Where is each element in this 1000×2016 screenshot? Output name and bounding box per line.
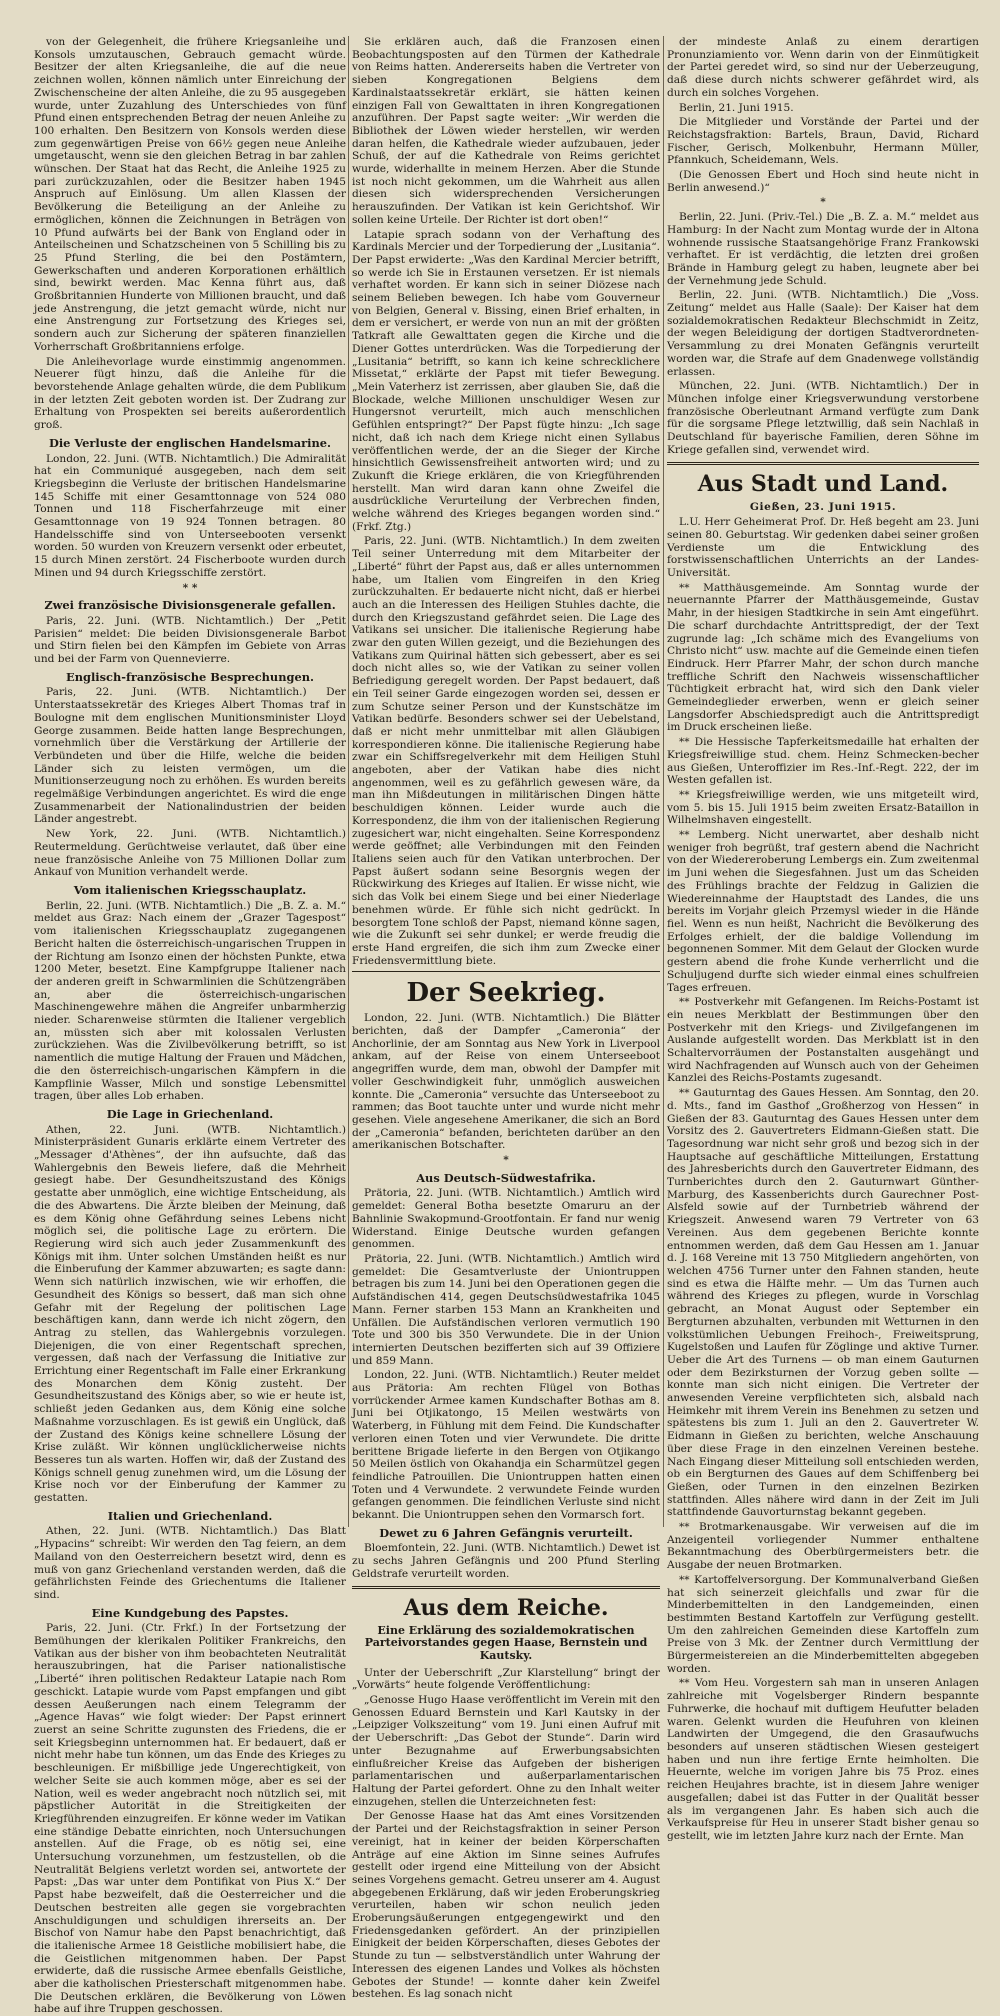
separator-stars: * bbox=[503, 1154, 509, 1167]
article-paragraph: (Die Genossen Ebert und Hoch sind heute nicht in Berlin anwesend.)“ bbox=[667, 169, 979, 194]
article-paragraph: Paris, 22. Juni. (Ctr. Frkf.) In der Fortsetzung der Bemühungen der klerikalen Politiker Frankreichs, den Vatikan aus der bisher von ihm beobachteten Neutralität herauszubringen, hat die Pariser nationalistische „Liberté“ ihren politischen Redakteur Latapie nach Rom geschickt. Latapie wurde vom Papst empfangen und gibt dessen Aeußerungen nach einem Telegramm der „Agence Havas“ wie folgt wieder: Der Papst erinnert zuerst an seine Schritte zugunsten des Friedens, die er seit Kriegsbeginn unternommen hat. Er bedauert, daß er nicht mehr habe tun können, um das Ende des Krieges zu beschleunigen. Er mißbillige jede Ungerechtigkeit, von welcher Seite sie auch kommen möge, aber es sei der Nation, weil es weder angebracht noch nützlich sei, mit päpstlicher Autorität in die Streitigkeiten der Kriegführenden einzugreifen. Er könne weder im Vatikan eine ständige Debatte einrichten, noch Untersuchungen anstellen. Auf die Frage, ob es nötig sei, eine Untersuchung vorzunehmen, um festzustellen, ob die Neutralität Belgiens verletzt worden sei, antwortete der Papst: „Das war unter dem Pontifikat von Pius X.“ Der Papst habe bezweifelt, daß die Oesterreicher und die Deutschen bestreiten alle gegen sie vorgebrachten Anschuldigungen und schuldigen ihrerseits an. Der Bischof von Namur habe den Papst benachrichtigt, daß die italienische Armee 18 Geistliche mobilisiert habe, die die Geistlichen mitgenommen haben. Der Papst erwiderte, daß die russische Armee ebenfalls Geistliche, aber die katholischen Priesterschaft mitgenommen habe. Die Deutschen erklären, die Bevölkerung von Löwen habe auf ihre Truppen geschossen. bbox=[34, 1622, 346, 2016]
article-paragraph: ** Brotmarkenausgabe. Wir verweisen auf die im Anzeigenteil vorliegender Nummer enthaltene Bekanntmachung des Oberbürgermeisters betr. die Ausgabe der neuen Brotmarken. bbox=[667, 1521, 979, 1572]
article-paragraph: ** Kartoffelversorgung. Der Kommunalverband Gießen hat sich seinerzeit gleichfalls und zwar für die Minderbemittelten in den Landgemeinden, einen bestimmten Bestand Kartoffeln zur Verfügung gestellt. Um den zahlreichen Gemeinden diese Kartoffeln zum Preise von 3 Mk. der Zentner durch Vermittlung der Bürgermeistereien an die Minderbemittelten abgegeben worden. bbox=[667, 1573, 979, 1675]
article-paragraph: London, 22. Juni. (WTB. Nichtamtlich.) Die Admiralität hat ein Communiqué ausgegeben, nach dem seit Kriegsbeginn die Verluste der britischen Handelsmarine 145 Schiffe mit einer Gesamttonnage von 524 080 Tonnen und 118 Fischerfahrzeuge mit einer Gesamttonnage von 19 924 Tonnen betragen. 80 Handelsschiffe sind von Unterseebooten versenkt worden. 50 wurden von Kreuzern versenkt oder erbeutet, 15 durch Minen zerstört. 24 Fischerboote wurden durch Minen und 94 durch Kriegsschiffe zerstört. bbox=[34, 452, 346, 579]
column-rule bbox=[348, 36, 349, 1527]
article-paragraph: Berlin, 21. Juni 1915. bbox=[679, 101, 794, 114]
separator-stars: * bbox=[820, 196, 826, 209]
headline-italienischer-kriegsschauplatz: Vom italienischen Kriegsschauplatz. bbox=[73, 883, 307, 897]
article-paragraph: Die Mitglieder und Vorstände der Partei und der Reichstagsfraktion: Bartels, Braun, David, Richard Fischer, Gerisch, Molkenbuhr, Hermann Müller, Pfannkuch, Scheidemann, Wels. bbox=[667, 116, 979, 167]
article-paragraph: Sie erklären auch, daß die Franzosen einen Beobachtungsposten auf den Türmen der Kathedrale von Reims hatten. Andererseits haben die Vertreter von sieben Kongregationen Belgiens dem Kardinalstaatssekretär erklärt, sie hätten keinen einzigen Fall von Gewalttaten in ihren Kongregationen anzuführen. Der Papst sagte weiter: „Wir werden die Bibliothek der Löwen wieder herstellen, wir werden daran helfen, die Kathedrale wieder aufzubauen, jeder Schuß, der auf die Kathedrale von Reims gerichtet wurde, widerhallte in meinem Herzen. Aber die Stunde ist noch nicht gekommen, um die Wahrheit aus allen diesen sich widersprechenden Versicherungen herauszufinden. Der Vatikan ist kein Gerichtshof. Wir sollen keine Urteile. Der Richter ist dort oben!“ bbox=[352, 36, 660, 226]
headline-dewet: Dewet zu 6 Jahren Gefängnis verurteilt. bbox=[379, 1525, 633, 1540]
divider bbox=[667, 462, 979, 465]
divider bbox=[352, 1586, 660, 1589]
column-middle bbox=[352, 36, 660, 2001]
article-paragraph: Prätoria, 22. Juni. (WTB. Nichtamtlich.) Amtlich wird gemeldet: Die Gesamtverluste der Uniontruppen betragen bis zum 14. Juni bei den Operationen gegen die Aufständischen 414, gegen Deutschsüdwestafrika 1045 Mann. Ferner starben 153 Mann an Krankheiten und Unfällen. Die Aufständischen verloren vermutlich 190 Tote und 300 bis 350 Verwundete. Die in der Union internierten Deutschen bezifferten sich auf 39 Offiziere und 859 Mann. bbox=[352, 1252, 660, 1367]
article-paragraph: Prätoria, 22. Juni. (WTB. Nichtamtlich.) Amtlich wird gemeldet: General Botha besetzte Omaruru an der Bahnlinie Swakopmund-Grootfontain. Er fand nur wenig Widerstand. Einige Deutsche wurden gefangen genommen. bbox=[352, 1187, 660, 1251]
article-paragraph: ** Vom Heu. Vorgestern sah man in unseren Anlagen zahlreiche mit Vogelsberger Rindern bespannte Fuhrwerke, die hochauf mit duftigem Heufutter beladen waren. Gelenkt wurden die Heufuhren von kleinen Landwirten der Umgegend, die den Grasaufwuchs besonders auf unseren städtischen Wiesen gesteigert haben und nun ihre fertige Ernte heimholten. Die Heuernte, welche im vorigen Jahre bis 75 Proz. eines reichen Heujahres brachte, ist in diesem Jahre weniger ausgefallen; dabei ist das Futter in der Qualität besser als im vergangenen Jahr. Es haben sich auch die Verkaufspreise für Heu in unserer Stadt bisher genau so gestellt, wie im letzten Jahre kurz nach der Ernte. Man bbox=[667, 1677, 979, 1842]
article-paragraph: München, 22. Juni. (WTB. Nichtamtlich.) Der in München infolge einer Kriegsverwundung verstorbene französische Oberleutnant Armand verfügte zum Dank für die sorgsame Pflege letztwillig, daß sein Nachlaß in Deutschland für bayerische Familien, deren Söhne im Kriege gefallen sind, verwendet wird. bbox=[667, 380, 979, 456]
divider bbox=[352, 971, 660, 972]
subheadline-erklaerung: Eine Erklärung des sozialdemokratischen Parteivorstandes gegen Haase, Bernstein und Kautsky. bbox=[364, 1623, 648, 1662]
article-paragraph: Bloemfontein, 22. Juni. (WTB. Nichtamtlich.) Dewet ist zu sechs Jahren Gefängnis und 200 Pfund Sterling Geldstrafe verurteilt worden. bbox=[352, 1542, 660, 1580]
dateline: Gießen, 23. Juni 1915. bbox=[749, 500, 897, 513]
article-paragraph: London, 22. Juni. (WTB. Nichtamtlich.) Die Blätter berichten, daß der Dampfer „Cameronia“ der Anchorlinie, der am Sonntag aus New York in Liverpool ankam, auf der Reise von einem Unterseeboot angegriffen wurde, dem man, obwohl der Dampfer mit voller Geschwindigkeit fuhr, unmöglich ausweichen konnte. Die „Cameronia“ versuchte das Unterseeboot zu rammen; das Boot tauchte unter und wurde nicht mehr gesehen. Viele angesehene Amerikaner, die sich an Bord der „Cameronia“ befanden, berichteten darüber an den amerikanischen Botschafter. bbox=[352, 1012, 660, 1152]
article-paragraph: New York, 22. Juni. (WTB. Nichtamtlich.) Reutermeldung. Gerüchtweise verlautet, daß über eine neue französische Anleihe von 75 Millionen Dollar zum Ankauf von Munition verhandelt werde. bbox=[34, 828, 346, 879]
column-left bbox=[34, 36, 346, 2016]
article-paragraph: L.U. Herr Geheimerat Prof. Dr. Heß begeht am 23. Juni seinen 80. Geburtstag. Wir gedenken dabei seiner großen Verdienste um die Entwicklung des forstwissenschaftlichen Unterrichts an der Landes-Universität. bbox=[667, 516, 980, 580]
article-paragraph: Die Anleihevorlage wurde einstimmig angenommen. Neuerer fügt hinzu, daß die Anleihe für die bevorstehende Anlage gehalten würde, die dem Publikum in der letzten Zeit geboten worden ist. Der Zudrang zur Erhaltung von Prospekten sei bereits außerordentlich groß. bbox=[34, 355, 346, 432]
article-paragraph: Athen, 22. Juni. (WTB. Nichtamtlich.) Ministerpräsident Gunaris erklärte einem Vertreter des „Messager d'Athènes“, der ihn aufsuchte, daß das Wahlergebnis den Beweis liefere, daß die Mehrheit gesiegt habe. Der Gesundheitszustand des Königs gestatte aber unmöglich, eine wichtige Entscheidung, als die des Abwartens. Die Ärzte bleiben der Meinung, daß es dem König ohne Gefährdung seines Lebens nicht möglich sei, die politische Lage zu erörtern. Die Regierung wird sich auch jeder Zusammenkunft des Königs mit ihm. Unter solchen Umständen heißt es nur die Einberufung der Kammer abzuwarten; es sagte dann: Wenn sich natürlich inzwischen, wie wir erhoffen, die Gesundheit des Königs so bessert, daß man sich ohne Gefahr mit der Regelung der politischen Lage beschäftigen kann, dann werde ich nicht zögern, den Antrag zu stellen, das Wahlergebnis vorzulegen. Diejenigen, die von einer Regentschaft sprechen, vergessen, daß nach der Verfassung die Initiative zur Errichtung einer Regentschaft im Falle einer Erkrankung des Monarchen dem König zusteht. Der Gesundheitszustand des Königs aber, so wie er heute ist, schließt jeden Gedanken aus, dem König eine solche Maßnahme vorzuschlagen. Es ist gewiß ein Unglück, daß der Zustand des Königs keine schnellere Lösung der Krise zuläßt. Wir können unglücklicherweise nichts Besseres tun als warten. Hoffen wir, daß der Zustand des Königs schnell genug zunehmen wird, um die Lösung der Krise noch vor der Einberufung der Kammer zu gestatten. bbox=[34, 1123, 346, 1505]
article-paragraph: Paris, 22. Juni. (WTB. Nichtamtlich.) Der Unterstaatssekretär des Krieges Albert Thomas traf in Boulogne mit dem englischen Munitionsminister Lloyd George zusammen. Beide hatten lange Besprechungen, vornehmlich über die Verstärkung der Artillerie der Verbündeten und über die Hilfe, welche die beiden Länder sich zu leisten vermögen, um die Munitionserzeugung noch zu erhöhen. Es wurden bereits regelmäßige Verbindungen angerichtet. Es wird die enge Zusammenarbeit der Nationalindustrien der beiden Länder angestrebt. bbox=[34, 686, 346, 826]
article-paragraph: Unter der Ueberschrift „Zur Klarstellung“ bringt der „Vorwärts“ heute folgende Veröffentlichung: bbox=[352, 1666, 660, 1692]
article-paragraph: Paris, 22. Juni. (WTB. Nichtamtlich.) Der „Petit Parisien“ meldet: Die beiden Divisionsgenerale Barbot und Stirn fielen bei den Kämpfen im Gebiete von Arras und bei der Farm von Quennevierre. bbox=[34, 614, 346, 666]
article-paragraph: von der Gelegenheit, die frühere Kriegsanleihe und Konsols umzutauschen, Gebrauch gemacht würde. Besitzer der alten Kriegsanleihe, die auf die neue zeichnen wollen, können nämlich unter Einreichung der Zwischenscheine der alten Anleihe, die zu 95 ausgegeben wurde, unter Zuzahlung des Unterschiedes von fünf Pfund einen entsprechenden Betrag der neuen Anleihe zu 100 erhalten. Den Besitzern von Konsols werden diese zum gegenwärtigen Preise von 66½ gegen neue Anleihe umgetauscht, wenn sie den gleichen Betrag in bar zahlen wünschen. Der Staat hat das Recht, die Anleihe 1925 zu pari zurückzuzahlen, oder die Besitzer haben 1945 Anspruch auf Einlösung. Um allen Klassen der Bevölkerung die Beteiligung an der Anleihe zu ermöglichen, können die Zeichnungen in Beträgen von 10 Pfund aufwärts bei der Bank von England oder in Anteilscheinen und Schatzscheinen von 5 Schilling bis zu 25 Pfund Sterling, die bei den Postämtern, Gewerkschaften und anderen Korporationen erhältlich sind, bewirkt werden. Mac Kenna führt aus, daß Großbritannien Hunderte von Millionen braucht, und daß jede Anstrengung, die jetzt gemacht würde, nicht nur eine Anstrengung zur Fortsetzung des Krieges sei, sondern auch zur Sicherung der späteren finanziellen Vorherrschaft Großbritanniens erfolge. bbox=[34, 36, 346, 353]
article-paragraph: ** Gauturntag des Gaues Hessen. Am Sonntag, den 20. d. Mts., fand im Gasthof „Großherzog von Hessen“ in Gießen der 83. Gauturntag des Gaues Hessen unter dem Vorsitz des 2. Gauvertreters Eidmann-Gießen statt. Die Tagesordnung war nicht sehr groß und bezog sich in der Hauptsache auf geschäftliche Mitteilungen, Erstattung des Jahresberichts durch den Gauvertreter Eidmann, des Turnberichtes durch den 2. Gauturnwart Günther-Marburg, des Kassenberichts durch Gaurechner Post-Alsfeld sowie auf der Turnbetrieb während der Kriegszeit. Anwesend waren 79 Vertreter von 63 Vereinen. Aus dem gegebenen Berichte konnte entnommen werden, daß dem Gau Hessen am 1. Januar d. J. 168 Vereine mit 13 750 Mitgliedern angehörten, von welchen 4756 Turner unter den Fahnen standen, heute sind es etwa die Hälfte mehr. — Um das Turnen auch während des Krieges zu pflegen, wurde in Vorschlag gebracht, an Monat August oder September ein Bergturnen abzuhalten, verbunden mit Wetturnen in den volkstümlichen Uebungen Freihoch-, Freiweitsprung, Kugelstoßen und Laufen für Zöglinge und aktive Turner. Ueber die Art des Turnens — ob man einem Gauturnen oder dem Bezirksturnen der Vorzug geben sollte — konnte man sich nicht einigen. Die Vertreter der anwesenden Vereine verpflichteten sich, alsbald nach Heimkehr mit ihrem Verein ins Benehmen zu setzen und spätestens bis zum 1. Juli an den 2. Gauvertreter W. Eidmann in Gießen zu berichten, welche Anschauung über diese Frage in den einzelnen Vereinen bestehe. Nach Eingang dieser Mitteilung soll entschieden werden, ob ein Bergturnen des Gaues auf dem Schiffenberg bei Gießen, oder Turnen in den einzelnen Bezirken stattfinden. Alles nähere wird dann in der Zeit im Juli stattfindende Gauvorturnstag bekannt gegeben. bbox=[667, 1087, 979, 1519]
headline-griechenland: Die Lage in Griechenland. bbox=[106, 1106, 274, 1121]
headline-aus-stadt-und-land: Aus Stadt und Land. bbox=[697, 470, 949, 497]
separator-stars: * * bbox=[182, 581, 198, 594]
article-paragraph: ** Die Hessische Tapferkeitsmedaille hat erhalten der Kriegsfreiwillige stud. chem. Heinz Schmecken-becher aus Gießen, Unteroffizier im Res.-Inf.-Regt. 222, der im Westen gefallen ist. bbox=[667, 736, 979, 787]
article-paragraph: ** Postverkehr mit Gefangenen. Im Reichs-Postamt ist ein neues Merkblatt der Bestimmungen über den Postverkehr mit den Kriegs- und Zivilgefangenen im Auslande aufgestellt worden. Das Merkblatt ist in den Schaltervorräumen der Postanstalten ausgehängt und wird Nachfragenden auf Wunsch auch von der Geheimen Kanzlei des Reichs-Postamts zugesandt. bbox=[667, 996, 979, 1085]
headline-kundgebung-papst: Eine Kundgebung des Papstes. bbox=[91, 1605, 289, 1620]
article-paragraph: der mindeste Anlaß zu einem derartigen Pronunziamiento vor. Wenn darin von der Einmütigkeit der Partei geredet wird, so sind nur der Ueberzeugung, daß diese durch nichts schwerer gefährdet wird, als durch ein solches Vorgehen. bbox=[667, 36, 979, 99]
article-paragraph: ** Matthäusgemeinde. Am Sonntag wurde der neuernannte Pfarrer der Matthäusgemeinde, Gustav Mahr, in der hiesigen Stadtkirche in sein Amt eingeführt. Die scharf durchdachte Antrittspredigt, der der Text zugrunde lag: „Ich schäme mich des Evangeliums von Christo nicht“ usw. machte auf die Gemeinde einen tiefen Eindruck. Herr Pfarrer Mahr, der schon durch manche treffliche Schrift den Nachweis wissenschaftlicher Tüchtigkeit erbracht hat, wird sich den Dank vieler Gemeindeglieder erwerben, wenn er gleich seiner Langsdorfer Abschiedspredigt auch die Antrittspredigt im Druck erscheinen ließe. bbox=[667, 581, 979, 734]
headline-divisionsgenerale: Zwei französische Divisionsgenerale gefallen. bbox=[44, 598, 336, 613]
headline-italien-griechenland: Italien und Griechenland. bbox=[107, 1508, 273, 1523]
article-paragraph: ** Lemberg. Nicht unerwartet, aber deshalb nicht weniger froh begrüßt, traf gestern abend die Nachricht von der Wiedereroberung Lembergs ein. Zum zweitenmal im Juni wehen die Siegesfahnen. Just um das Scheiden des Frühlings brachte der Feldzug in Galizien die Wiedereinnahme der Hauptstadt des Landes, die uns bereits im Vorjahr gleich Przemysl wieder in die Hände fiel. Wenn es nun heißt, Nachricht die Bevölkerung des Erfolges erhielt, der die baldige Vollendung im begonnenen Sommer. Mit dem Gelaut der Glocken wurde gestern abend die frohe Kunde verherrlicht und die Schuljugend durfte sich wieder einmal eines schulfreien Tages erfreuen. bbox=[667, 829, 979, 994]
article-paragraph: London, 22. Juni. (WTB. Nichtamtlich.) Reuter meldet aus Prätoria: Am rechten Flügel von Bothas vorrückender Armee kamen Kundschafter Bothas am 8. Juni bei Otjikatongo, 15 Meilen westwärts von Waterberg, in Fühlung mit dem Feind. Die Kundschafter verloren einen Toten und vier Verwundete. Die dritte berittene Brigade lieferte in den Bergen von Otjikango 50 Meilen östlich von Okahandja ein Scharmützel gegen feindliche Patrouillen. Die Uniontruppen hatten einen Toten und 4 Verwundete. 2 verwundete Feinde wurden gefangen genommen. Die feindlichen Verluste sind nicht bekannt. Die Uniontruppen sehen den Vormarsch fort. bbox=[352, 1369, 660, 1522]
article-paragraph: „Genosse Hugo Haase veröffentlicht im Verein mit den Genossen Eduard Bernstein und Karl Kautsky in der „Leipziger Volkszeitung“ vom 19. Juni einen Aufruf mit der Ueberschrift: „Das Gebot der Stunde“. Darin wird unter Bezugnahme auf Erwerbungsabsichten einflußreicher Kreise das Aufgeben der bisherigen parlamentarischen und außerparlamentarischen Haltung der Partei gefordert. Ohne zu den Inhalt weiter einzugehen, stellen die Unterzeichneten fest: bbox=[352, 1694, 660, 1808]
article-paragraph: Berlin, 22. Juni. (WTB. Nichtamtlich.) Die „B. Z. a. M.“ meldet aus Graz: Nach einem der „Grazer Tagespost“ vom italienischen Kriegsschauplatz zugegangenen Bericht halten die österreichisch-ungarischen Truppen in der Richtung am Isonzo einen der höchsten Punkte, etwa 1200 Meter, besetzt. Eine Kampfgruppe Italiener nach der anderen greift in Schwarmlinien die Schützengräben an, aber die österreichisch-ungarischen Maschinengewehre mähen die Angreifer unbarmherzig nieder. Scharenweise stürmten die Italiener vergeblich an, müssten sich aber mit kolossalen Verlusten zurückziehen. Was die Zivilbevölkerung betrifft, so ist namentlich die mutige Haltung der Frauen und Mädchen, die den österreichisch-ungarischen Kämpfern in die Kampflinie Wasser, Milch und sonstige Lebensmittel tragen, über alles Lob erhaben. bbox=[34, 899, 346, 1103]
article-paragraph: Berlin, 22. Juni. (WTB. Nichtamtlich.) Die „Voss. Zeitung“ meldet aus Halle (Saale): Der Kaiser hat dem sozialdemokratischen Redakteur Blechschmidt in Zeitz, der wegen Beleidigung der dortigen Stadtverordneten-Versammlung zu drei Monaten Gefängnis verurteilt worden war, die Strafe auf dem Gnadenwege vollständig erlassen. bbox=[667, 289, 979, 378]
headline-seekrieg: Der Seekrieg. bbox=[406, 978, 606, 1009]
article-paragraph: Latapie sprach sodann von der Verhaftung des Kardinals Mercier und der Torpedierung der „Lusitania“. Der Papst erwiderte: „Was den Kardinal Mercier betrifft, so werde ich Sie in Erstaunen versetzen. Er ist niemals verhaftet worden. Er kann sich in seiner Diözese nach seinem Belieben bewegen. Ich habe vom Gouverneur von Belgien, General v. Bissing, einen Brief erhalten, in dem er versichert, er werde von nun an mit der größten Tatkraft alle Gewalttaten gegen die Kirche und die Diener Gottes unterdrücken. Was die Torpedierung der „Lusitania“ betrifft, so kann ich keine schrecklichere Missetat,“ erklärte der Papst mit tiefer Bewegung. „Mein Vaterherz ist zerrissen, aber glauben Sie, daß die Blockade, welche Millionen unschuldiger Wesen zur Hungersnot verurteilt, mich auch menschlichen Gefühlen entspringt?“ Der Papst fügte hinzu: „Ich sage nicht, daß ich nach dem Kriege nicht einen Syllabus veröffentlichen werde, der an die Sieger der Kirche hinsichtlich Gewissensfreiheit antworten wird; und zu Zukunft die Kriege erklären, die von Kriegführenden herstellt. Man wird daran kann ohne Zweifel die ausdrückliche Verurteilung der Verbrechen finden, welche während des Krieges begangen worden sind.“ (Frkf. Ztg.) bbox=[352, 228, 660, 533]
column-rule bbox=[663, 36, 664, 1527]
article-paragraph: Der Genosse Haase hat das Amt eines Vorsitzenden der Partei und der Reichstagsfraktion in seiner Person vereinigt, hat in keiner der beiden Körperschaften Anträge auf eine Aktion im Sinne seines Aufrufes gestellt oder irgend eine Mitteilung von der Absicht seines Vorgehens gemacht. Getreu unserer am 4. August abgegebenen Erklärung, daß wir jeden Eroberungskrieg verurteilen, haben wir schon neulich jeden Eroberungsäußerungen entgegengewirkt und den Friedensgedanken gefördert. An der prinzipiellen Einigkeit der beiden Körperschaften, dieses Gebotes der Stunde zu tun — selbstverständlich unter Wahrung der Interessen des eigenen Landes und Volkes als höchsten Gebotes der Stunde! — konnte daher kein Zweifel bestehen. Es lag sonach nicht bbox=[352, 1810, 660, 2001]
article-paragraph: Berlin, 22. Juni. (Priv.-Tel.) Die „B. Z. a. M.“ meldet aus Hamburg: In der Nacht zum Montag wurde der in Altona wohnende russische Staatsangehörige Franz Frankowski verhaftet. Er ist verdächtig, die letzten drei großen Brände in Hamburg gelegt zu haben, leugnete aber bei der Vernehmung jede Schuld. bbox=[667, 211, 979, 287]
headline-handelsmarine: Die Verluste der englischen Handelsmarine. bbox=[48, 435, 332, 450]
column-right bbox=[667, 36, 980, 1842]
headline-suedwestafrika: Aus Deutsch-Südwestafrika. bbox=[416, 1170, 596, 1185]
headline-besprechungen: Englisch-französische Besprechungen. bbox=[66, 669, 314, 684]
headline-aus-dem-reiche: Aus dem Reiche. bbox=[403, 1594, 609, 1621]
article-paragraph: Paris, 22. Juni. (WTB. Nichtamtlich.) In dem zweiten Teil seiner Unterredung mit dem Mitarbeiter der „Liberté“ führt der Papst aus, daß er alles unternommen habe, um Italien vom Eingreifen in den Krieg zurückzuhalten. Er bedauerte nicht nicht, daß er hierbei auch an die Interessen des Heiligen Stuhles dachte, die durch den Kriegszustand gefährdet seien. Die Lage des Vatikans sei unsicher. Die italienische Regierung habe zwar den guten Willen gezeigt, und die Beziehungen des Vatikans zum Quirinal hätten sich gebessert, aber es sei doch nicht alles so, wie der Vatikan zu seiner vollen Befriedigung geregelt worden. Der Papst bedauert, daß ein Teil seiner Garde eingezogen worden sei, dessen er zum Schutze seiner Person und der Kunstschätze im Vatikan bedürfe. Besonders schwer sei der Uebelstand, daß er nicht mehr unmittelbar mit allen Gläubigen korrespondieren könne. Die italienische Regierung habe zwar ein Schiffsregelverkehr mit dem Heiligen Stuhl angeboten, aber der Vatikan habe dies nicht angenommen, weil es zu gefährlich gewesen wäre, da man ihn Mißdeutungen in militärischen Dingen hätte beschuldigen können. Leider wurde auch die Korrespondenz, die ihm von der italienischen Regierung zugesichert war, nicht eingehalten. Seine Korrespondenz werde geöffnet; alle Verbindungen mit den Feinden Italiens seien auch für den Vatikan unterbrochen. Der Papst äußert sodann seine Besorgnis wegen der Rückwirkung des Krieges auf Italien. Er wisse nicht, wie sich das Volk bei einem Siege und bei einer Niederlage benehmen würde. Er fühle sich nicht gedrückt. In besorgtem Tone schloß der Papst, niemand könne sagen, wie die Zukunft sei sehr dunkel; er werde freudig die erste Hand ergreifen, die sich ihm zum Zwecke einer Friedensvermittlung biete. bbox=[352, 535, 660, 967]
article-paragraph: Athen, 22. Juni. (WTB. Nichtamtlich.) Das Blatt „Hypacins“ schreibt: Wir werden den Tag feiern, an dem Mailand von den Oesterreichern besetzt wird, denn es muß von ganz Griechenland verstanden werden, daß die gefährlichsten Feinde des Griechentums die Italiener sind. bbox=[34, 1525, 346, 1601]
article-paragraph: ** Kriegsfreiwillige werden, wie uns mitgeteilt wird, vom 5. bis 15. Juli 1915 beim zweiten Ersatz-Bataillon in Wilhelmshaven eingestellt. bbox=[667, 788, 979, 827]
